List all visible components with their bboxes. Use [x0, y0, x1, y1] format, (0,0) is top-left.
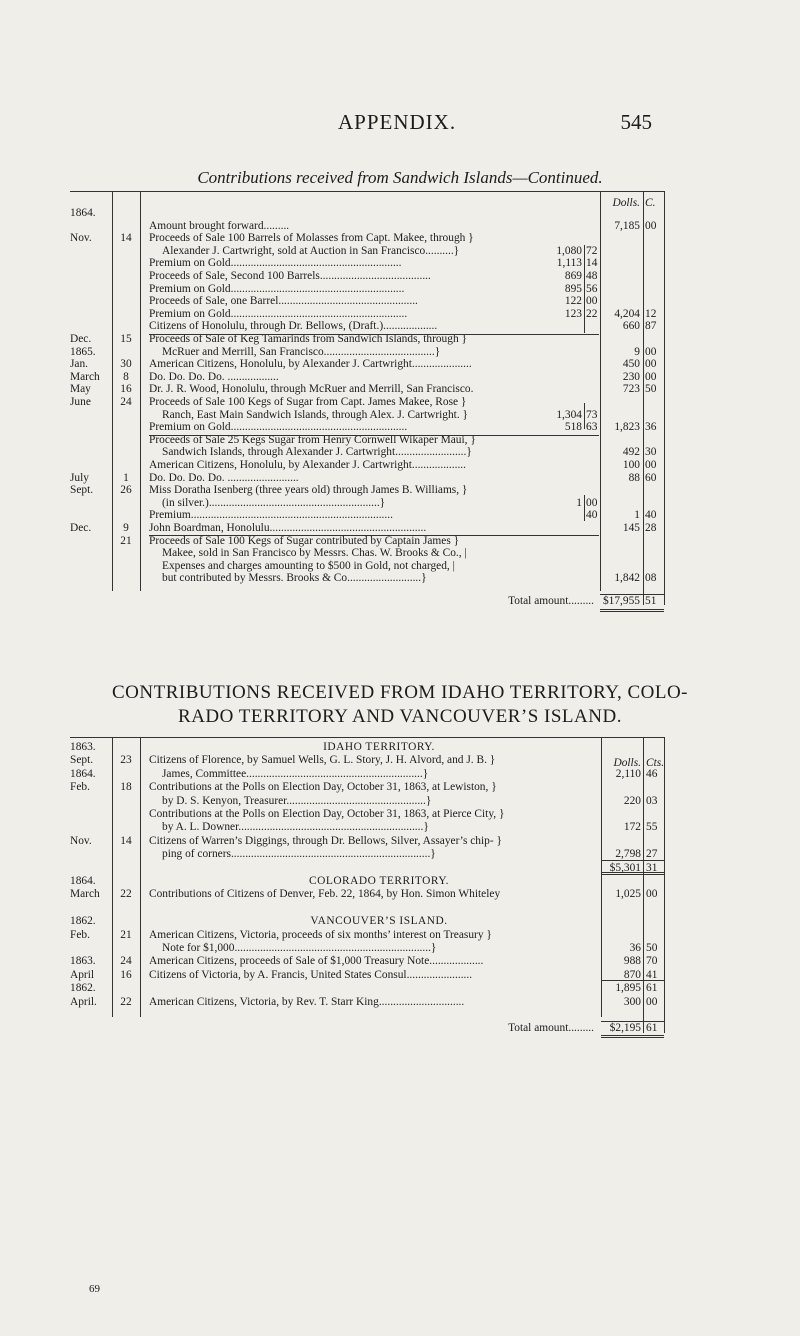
entry-dollars: 88 — [628, 471, 640, 484]
entry-dollars: 870 — [623, 968, 641, 981]
entry-month: Feb. — [70, 781, 90, 794]
entry-day: 15 — [120, 333, 132, 345]
table-row — [70, 781, 664, 794]
entry-description: Premium on Gold............................................................. — [149, 282, 405, 295]
entry-description: American Citizens, Honolulu, by Alexander J. Cartwright..................... — [149, 358, 472, 371]
entry-cents: 61 — [646, 982, 658, 995]
table-rule — [149, 334, 599, 335]
entry-dollars: 36 — [629, 942, 641, 954]
entry-dollars: $5,301 — [609, 861, 641, 874]
table-rule — [149, 435, 599, 436]
table-row — [70, 969, 664, 982]
table-row — [70, 848, 664, 861]
region-heading: COLORADO TERRITORY. — [309, 875, 449, 887]
entry-day: 23 — [120, 754, 132, 767]
entry-month: 1862. — [70, 915, 96, 928]
entry-cents: 30 — [645, 446, 657, 459]
table-row — [70, 996, 664, 1009]
entry-day: 18 — [120, 781, 132, 794]
entry-subtotal-cents: 48 — [586, 270, 598, 282]
entry-description: Amount brought forward......... — [149, 219, 290, 232]
table-row — [70, 245, 664, 258]
entry-dollars: 1,895 — [615, 982, 641, 995]
entry-dollars: 9 — [634, 345, 640, 358]
table-rule — [601, 980, 664, 981]
entry-day: 16 — [120, 383, 132, 396]
entry-day: 14 — [120, 834, 132, 847]
table-row — [70, 535, 664, 548]
table-row — [70, 409, 664, 422]
entry-description: Miss Doratha Isenberg (three years old) through James B. Williams, } — [149, 484, 468, 497]
entry-subtotal-dollars: 1,304 — [556, 408, 582, 421]
printer-signature: 69 — [89, 1283, 100, 1295]
entry-description: Do. Do. Do. Do. ......................... — [149, 471, 299, 484]
cents-column-header: C. — [645, 197, 656, 209]
table-rule — [600, 609, 664, 612]
table-row — [70, 346, 664, 359]
table-row — [70, 862, 664, 875]
table-rule — [601, 872, 664, 875]
entry-dollars: 220 — [623, 794, 641, 807]
entry-description: Premium on Gold.............................................................. — [149, 307, 408, 320]
entry-day: 16 — [120, 968, 132, 981]
entry-description: Note for $1,000.....................................................................} — [162, 942, 437, 954]
entry-month: Sept. — [70, 754, 94, 767]
entry-description: Contributions of Citizens of Denver, Feb. 22, 1864, by Hon. Simon Whiteley — [149, 888, 501, 901]
entry-dollars: 492 — [622, 446, 640, 459]
table-row — [70, 220, 664, 233]
entry-month: 1864. — [70, 767, 96, 780]
total-label: Total amount......... — [508, 1022, 594, 1034]
table-rule — [601, 1035, 664, 1038]
region-heading: IDAHO TERRITORY. — [323, 741, 435, 753]
table-row — [70, 509, 664, 522]
entry-cents: 60 — [645, 471, 657, 484]
table-row — [70, 942, 664, 955]
entry-subtotal-dollars: 1,080 — [556, 244, 582, 257]
entry-subtotal-dollars: 869 — [564, 270, 582, 282]
dollars-column-header: Dolls. — [612, 197, 640, 209]
table-row — [70, 257, 664, 270]
entry-cents: 40 — [645, 509, 657, 522]
entry-description: American Citizens, Victoria, proceeds of six months’ interest on Treasury } — [149, 928, 492, 941]
entry-cents: 00 — [646, 995, 658, 1008]
idaho-colorado-vancouver-ledger — [70, 735, 664, 1035]
table-rule — [643, 737, 644, 1033]
entry-description: Makee, sold in San Francisco by Messrs. Chas. W. Brooks & Co., | — [162, 547, 467, 560]
table-row — [70, 396, 664, 409]
table-row — [70, 383, 664, 396]
section-heading-line2: RADO TERRITORY AND VANCOUVER’S ISLAND. — [178, 706, 622, 727]
table-row — [70, 459, 664, 472]
entry-cents: 00 — [645, 358, 657, 371]
entry-day: 8 — [123, 370, 129, 383]
table-row — [70, 446, 664, 459]
entry-day: 1 — [123, 471, 129, 484]
entry-month: 1863. — [70, 741, 96, 753]
entry-day: 21 — [120, 534, 132, 547]
total-cents: 51 — [645, 595, 657, 607]
table-row — [70, 982, 664, 995]
entry-dollars: 2,110 — [615, 767, 641, 780]
entry-month: 1864. — [70, 875, 96, 887]
table-row — [70, 421, 664, 434]
entry-subtotal-cents: 63 — [586, 421, 598, 434]
entry-description: Citizens of Honolulu, through Dr. Bellows, (Draft.)................... — [149, 320, 438, 333]
entry-month: Feb. — [70, 928, 90, 941]
table-row — [70, 358, 664, 371]
table-rule — [140, 191, 141, 591]
entry-description: Proceeds of Sale 100 Barrels of Molasses from Capt. Makee, through } — [149, 232, 474, 245]
table-row — [70, 232, 664, 245]
entry-month: Nov. — [70, 232, 92, 245]
entry-subtotal-cents: 56 — [586, 282, 598, 295]
table-row — [70, 560, 664, 573]
entry-description: Proceeds of Sale, Second 100 Barrels....................................... — [149, 270, 431, 282]
entry-dollars: 172 — [623, 821, 641, 834]
entry-subtotal-dollars: 1,113 — [556, 257, 582, 270]
entry-month: July — [70, 471, 89, 484]
entry-cents: 00 — [645, 370, 657, 383]
entry-description: Contributions at the Polls on Election Day, October 31, 1863, at Pierce City, } — [149, 808, 505, 820]
page-title: APPENDIX. — [338, 110, 457, 134]
table-row — [70, 522, 664, 535]
entry-month: March — [70, 888, 100, 901]
entry-month: April — [70, 968, 95, 981]
entry-cents: 55 — [646, 821, 658, 834]
entry-description: Proceeds of Sale of Keg Tamarinds from Sandwich Islands, through } — [149, 333, 467, 345]
entry-month: April. — [70, 995, 97, 1008]
entry-day: 26 — [120, 484, 132, 497]
running-head — [0, 110, 800, 140]
entry-month: Jan. — [70, 358, 89, 371]
entry-description: Proceeds of Sale, one Barrel................................................. — [149, 295, 418, 308]
entry-month: 1864. — [70, 207, 96, 219]
entry-description: Premium on Gold.............................................................. — [149, 421, 408, 434]
entry-description: but contributed by Messrs. Brooks & Co..........................} — [162, 572, 427, 585]
entry-day: 9 — [123, 522, 129, 534]
entry-description: Do. Do. Do. Do. .................. — [149, 370, 279, 383]
entry-subtotal-cents: 14 — [586, 257, 598, 270]
table-row — [70, 821, 664, 834]
entry-cents: 28 — [645, 522, 657, 534]
entry-day: 30 — [120, 358, 132, 371]
entry-cents: 00 — [646, 888, 658, 901]
table-rule — [140, 737, 141, 1017]
entry-dollars: 1,842 — [614, 572, 640, 585]
entry-dollars: 145 — [622, 522, 640, 534]
table-rule — [70, 191, 664, 192]
total-dollars: $17,955 — [602, 595, 640, 607]
table-row — [70, 754, 664, 767]
table-row — [70, 929, 664, 942]
entry-subtotal-dollars: 895 — [564, 282, 582, 295]
table-rule — [584, 245, 585, 333]
table-row — [70, 308, 664, 321]
entry-subtotal-cents: 40 — [586, 509, 598, 522]
entry-dollars: 100 — [622, 459, 640, 471]
entry-cents: 08 — [645, 572, 657, 585]
total-label: Total amount......... — [508, 595, 594, 607]
table-rule — [664, 191, 665, 605]
entry-month: Dec. — [70, 522, 92, 534]
table-row — [70, 808, 664, 821]
table-row — [70, 472, 664, 485]
table-row — [70, 207, 664, 220]
entry-day: 14 — [120, 232, 132, 245]
entry-cents: 00 — [645, 345, 657, 358]
sandwich-islands-ledger — [70, 197, 664, 618]
entry-cents: 46 — [646, 767, 658, 780]
entry-description: Ranch, East Main Sandwich Islands, through Alex. J. Cartwright. } — [162, 408, 469, 421]
entry-description: McRuer and Merrill, San Francisco.......................................} — [162, 345, 441, 358]
entry-month: Nov. — [70, 834, 92, 847]
table-rule — [600, 191, 601, 591]
region-heading: VANCOUVER’S ISLAND. — [310, 915, 448, 928]
entry-cents: 70 — [646, 955, 658, 968]
entry-subtotal-dollars: 1 — [576, 496, 582, 509]
entry-cents: 03 — [646, 794, 658, 807]
table-row — [70, 955, 664, 968]
entry-cents: 31 — [646, 861, 658, 874]
entry-month: 1862. — [70, 982, 96, 995]
section-heading-line1: CONTRIBUTIONS RECEIVED FROM IDAHO TERRITORY, COLO- — [111, 682, 689, 703]
table-row — [70, 270, 664, 283]
entry-dollars: 1,823 — [614, 421, 640, 434]
table-row — [70, 484, 664, 497]
entry-month: May — [70, 383, 91, 396]
entry-cents: 50 — [645, 383, 657, 396]
table-row — [70, 371, 664, 384]
entry-subtotal-dollars: 123 — [564, 307, 582, 320]
entry-dollars: 660 — [622, 320, 640, 333]
entry-dollars: 450 — [622, 358, 640, 371]
entry-description: Premium on Gold............................................................ — [149, 257, 402, 270]
entry-month: 1863. — [70, 955, 96, 968]
entry-subtotal-dollars: 518 — [564, 421, 582, 434]
entry-month: June — [70, 396, 91, 408]
entry-dollars: 1,025 — [615, 888, 641, 901]
entry-description: Dr. J. R. Wood, Honolulu, through McRuer and Merrill, San Francisco. — [149, 383, 474, 396]
table-subtitle: Contributions received from Sandwich Islands—Continued. — [197, 168, 603, 187]
table-row — [70, 888, 664, 901]
table-rule — [643, 191, 644, 605]
entry-dollars: 4,204 — [614, 307, 640, 320]
table-rule — [70, 737, 664, 738]
table-row — [70, 295, 664, 308]
entry-description: Expenses and charges amounting to $500 in Gold, not charged, | — [162, 559, 455, 572]
table-row — [70, 547, 664, 560]
table-row — [70, 768, 664, 781]
entry-description: by A. L. Downer.................................................................} — [162, 821, 429, 834]
entry-subtotal-cents: 73 — [586, 408, 598, 421]
table-rule — [600, 594, 664, 595]
entry-description: Proceeds of Sale 100 Kegs of Sugar contributed by Captain James } — [149, 534, 460, 547]
entry-day: 22 — [120, 995, 132, 1008]
entry-description: American Citizens, proceeds of Sale of $1,000 Treasury Note................... — [149, 955, 484, 968]
entry-description: Proceeds of Sale 100 Kegs of Sugar from Capt. James Makee, Rose } — [149, 396, 467, 408]
entry-cents: 50 — [646, 942, 658, 954]
table-rule — [601, 860, 664, 861]
entry-cents: 87 — [645, 320, 657, 333]
table-row — [70, 741, 664, 754]
entry-description: (in silver.)............................................................} — [162, 496, 386, 509]
table-rule — [112, 191, 113, 591]
table-rule — [584, 495, 585, 521]
table-row — [70, 835, 664, 848]
entry-description: Premium....................................................................... — [149, 509, 393, 522]
entry-dollars: 230 — [622, 370, 640, 383]
dollars-column-header: Dolls. — [613, 757, 641, 769]
entry-description: American Citizens, Honolulu, by Alexander J. Cartwright................... — [149, 459, 466, 471]
table-row — [70, 875, 664, 888]
page-number: 545 — [620, 110, 652, 134]
entry-subtotal-cents: 00 — [586, 496, 598, 509]
entry-month: Dec. — [70, 333, 92, 345]
entry-subtotal-cents: 22 — [586, 307, 598, 320]
table-row — [70, 915, 664, 928]
entry-day: 22 — [120, 888, 132, 901]
entry-dollars: 7,185 — [614, 219, 640, 232]
entry-subtotal-cents: 00 — [586, 295, 598, 308]
table-rule — [149, 535, 599, 536]
entry-day: 24 — [120, 396, 132, 408]
entry-description: American Citizens, Victoria, by Rev. T. Starr King.............................. — [149, 995, 465, 1008]
entry-cents: 00 — [645, 219, 657, 232]
table-rule — [664, 737, 665, 1033]
entry-cents: 27 — [646, 848, 658, 861]
entry-month: Sept. — [70, 484, 94, 497]
entry-dollars: 988 — [623, 955, 641, 968]
entry-cents: 41 — [646, 968, 658, 981]
table-rule — [601, 737, 602, 1017]
table-row — [70, 902, 664, 915]
entry-day: 24 — [120, 955, 132, 968]
entry-month: 1865. — [70, 345, 96, 358]
total-dollars: $2,195 — [609, 1022, 641, 1034]
entry-dollars: 300 — [623, 995, 641, 1008]
total-cents: 61 — [646, 1022, 658, 1034]
entry-cents: 36 — [645, 421, 657, 434]
entry-subtotal-cents: 72 — [586, 244, 598, 257]
entry-dollars: 723 — [622, 383, 640, 396]
entry-description: ping of corners......................................................................} — [162, 848, 436, 861]
entry-description: Alexander J. Cartwright, sold at Auction in San Francisco..........} — [162, 244, 460, 257]
entry-description: Contributions at the Polls on Election Day, October 31, 1863, at Lewiston, } — [149, 781, 497, 794]
entry-description: Citizens of Warren’s Diggings, through Dr. Bellows, Silver, Assayer’s chip- } — [149, 834, 502, 847]
entry-description: John Boardman, Honolulu....................................................... — [149, 522, 427, 534]
entry-dollars: 1 — [634, 509, 640, 522]
entry-description: James, Committee..............................................................} — [162, 767, 429, 780]
table-row — [70, 497, 664, 510]
entry-description: Citizens of Victoria, by A. Francis, United States Consul....................... — [149, 968, 473, 981]
table-rule — [112, 737, 113, 1017]
entry-description: Citizens of Florence, by Samuel Wells, G. L. Story, J. H. Alvord, and J. B. } — [149, 754, 496, 767]
entry-description: Proceeds of Sale 25 Kegs Sugar from Henry Cornwell Wikaper Maui, } — [149, 433, 476, 446]
table-row — [70, 795, 664, 808]
entry-cents: 00 — [645, 459, 657, 471]
entry-description: Sandwich Islands, through Alexander J. Cartwright.........................} — [162, 446, 472, 459]
table-row — [70, 283, 664, 296]
entry-cents: 12 — [645, 307, 657, 320]
entry-description: by D. S. Kenyon, Treasurer.................................................} — [162, 794, 432, 807]
table-rule — [601, 1021, 664, 1022]
entry-day: 21 — [120, 928, 132, 941]
table-row — [70, 320, 664, 333]
table-rule — [584, 403, 585, 429]
entry-subtotal-dollars: 122 — [564, 295, 582, 308]
table-row — [70, 572, 664, 585]
cents-column-header: Cts. — [646, 757, 665, 769]
entry-dollars: 2,798 — [615, 848, 641, 861]
entry-month: March — [70, 370, 100, 383]
